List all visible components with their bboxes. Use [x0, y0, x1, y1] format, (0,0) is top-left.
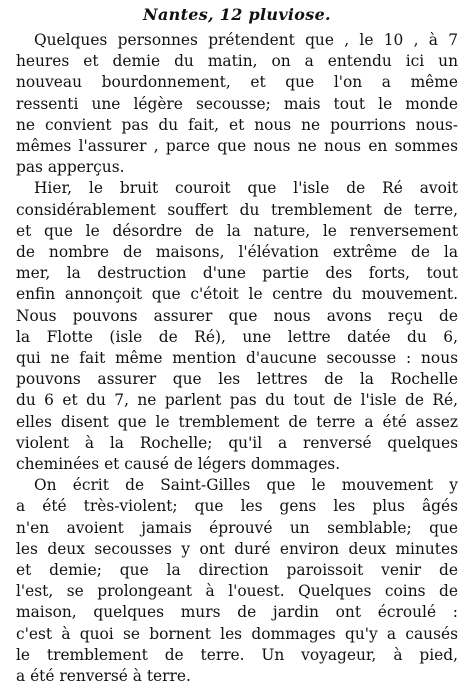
text-line: a été renversé à terre. [16, 667, 191, 686]
text-line: mer, la destruction d'une partie des forts, tout [16, 264, 458, 283]
text-line: pouvons assurer que les lettres de la Rochelle [16, 370, 458, 389]
paragraph-1 [16, 30, 458, 178]
paragraph-2 [16, 178, 458, 475]
text-line: les deux secousses y ont duré environ deux minutes [16, 539, 458, 558]
text-line: elles disent que le tremblement de terre a été assez [16, 412, 458, 431]
text-line: et demie; que la direction paroissoit venir de [16, 561, 458, 580]
paragraph-3 [16, 475, 458, 687]
text-line: cheminées et causé de légers dommages. [16, 455, 341, 474]
text-line: heures et demie du matin, on a entendu ici un [16, 52, 458, 71]
text-line: Hier, le bruit couroit que l'isle de Ré avoit [34, 179, 458, 198]
text-line: enfin annonçoit que c'étoit le centre du mouvement. [16, 285, 458, 304]
text-line: pas apperçus. [16, 158, 125, 177]
text-line: c'est à quoi se bornent les dommages qu'y a causés [16, 624, 458, 643]
text-line: Quelques personnes prétendent que , le 10 , à 7 [34, 31, 458, 49]
text-line: qui ne fait même mention d'aucune secousse : nous [16, 349, 458, 368]
text-line: l'est, se prolongeant à l'ouest. Quelques coins de [16, 582, 458, 601]
text-line: ressenti une légère secousse; mais tout le monde [16, 94, 458, 113]
text-line: le tremblement de terre. Un voyageur, à pied, [16, 645, 458, 664]
text-line: considérablement souffert du tremblement de terre, [16, 200, 458, 219]
text-line: nouveau bourdonnement, et que l'on a même [16, 73, 458, 92]
text-line: maison, quelques murs de jardin ont écroulé : [16, 603, 458, 622]
text-line: mêmes l'assurer , parce que nous ne nous en sommes [16, 137, 458, 156]
text-line: la Flotte (isle de Ré), une lettre datée du 6, [16, 327, 458, 346]
text-line: n'en avoient jamais éprouvé un semblable; que [16, 518, 458, 537]
text-line: a été très-violent; que les gens les plus âgés [16, 497, 458, 516]
text-line: de nombre de maisons, l'élévation extrême de la [16, 243, 458, 262]
text-line: ne convient pas du fait, et nous ne pourrions nous- [16, 115, 458, 134]
text-line: et que le désordre de la nature, le renversement [16, 221, 458, 240]
text-line: Nous pouvons assurer que nous avons reçu de [16, 306, 458, 325]
text-line: violent à la Rochelle; qu'il a renversé quelques [16, 433, 458, 452]
text-line: du 6 et du 7, ne parlent pas du tout de l'isle de Ré, [16, 391, 458, 410]
text-line: On écrit de Saint-Gilles que le mouvement y [34, 476, 458, 495]
dateline-heading: Nantes, 12 pluviose. [143, 5, 331, 24]
